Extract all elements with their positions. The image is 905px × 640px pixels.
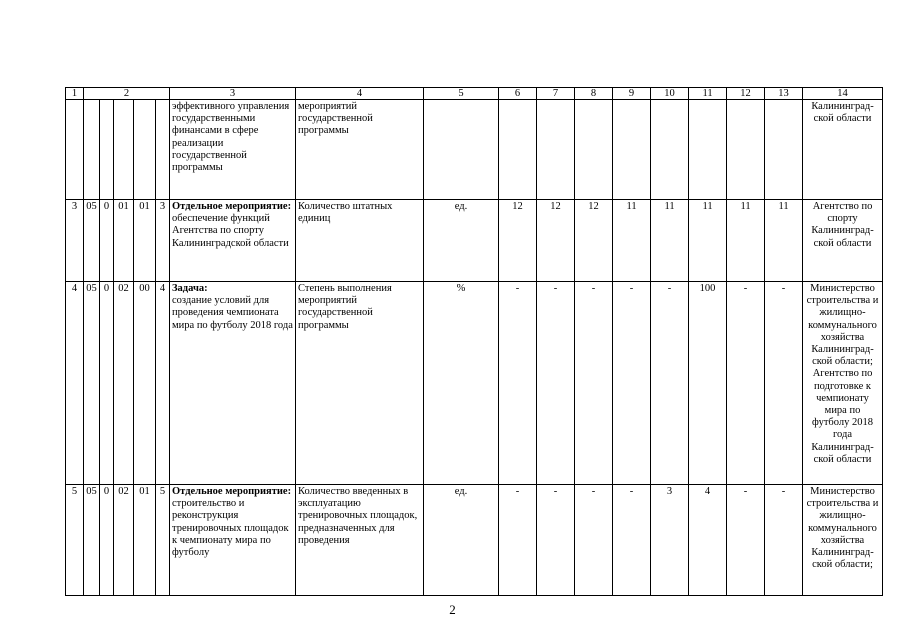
header-col-12: 12 [727,88,765,100]
name-heading: Отдельное мероприятие: [172,486,292,497]
name-text: эффективного управления государственными финансами в сфере реализации государственной программы [172,101,290,174]
value-cell: - [499,485,537,596]
header-col-8: 8 [575,88,613,100]
value-cell: 11 [613,200,651,282]
value-cell: - [537,282,575,485]
code-cell: 01 [134,200,156,282]
code-cell: 02 [114,485,134,596]
header-col-2: 2 [84,88,170,100]
value-cell: 12 [499,200,537,282]
name-cell [170,485,296,596]
header-col-4: 4 [296,88,424,100]
code-cell: 0 [100,200,114,282]
code-cell: 00 [134,282,156,485]
header-col-10: 10 [651,88,689,100]
value-cell [613,100,651,200]
value-cell: 11 [689,200,727,282]
value-cell: - [727,282,765,485]
responsible-cell: Агентство по спорту Калининград-ской области [803,200,883,282]
header-col-13: 13 [765,88,803,100]
indicator-cell: Количество введенных в эксплуатацию тренировочных площадок, предназначенных для проведения [296,485,424,596]
header-col-9: 9 [613,88,651,100]
code-cell [100,100,114,200]
table-row [66,100,883,200]
program-table [65,87,883,596]
value-cell [765,100,803,200]
row-number: 4 [66,282,84,485]
code-cell: 05 [84,485,100,596]
code-cell: 0 [100,282,114,485]
value-cell: 4 [689,485,727,596]
value-cell: 100 [689,282,727,485]
value-cell: - [499,282,537,485]
value-cell: 11 [651,200,689,282]
header-col-5: 5 [424,88,499,100]
name-cell [170,282,296,485]
code-cell: 3 [156,200,170,282]
row-number: 3 [66,200,84,282]
code-cell: 4 [156,282,170,485]
value-cell: - [765,485,803,596]
value-cell [499,100,537,200]
value-cell: 12 [537,200,575,282]
name-text: строительство и реконструкция тренировочных площадок к чемпионату мира по футболу [172,498,289,559]
value-cell: 11 [727,200,765,282]
unit-cell: % [424,282,499,485]
value-cell: - [613,282,651,485]
name-cell [170,200,296,282]
table-row [66,200,883,282]
header-col-6: 6 [499,88,537,100]
page-number: 2 [449,602,456,617]
code-cell [134,100,156,200]
code-cell: 05 [84,282,100,485]
code-cell [84,100,100,200]
value-cell: - [651,282,689,485]
value-cell: - [575,485,613,596]
value-cell [575,100,613,200]
header-col-7: 7 [537,88,575,100]
header-col-3: 3 [170,88,296,100]
value-cell [727,100,765,200]
code-cell: 01 [114,200,134,282]
indicator-cell: Количество штатных единиц [296,200,424,282]
table-row [66,282,883,485]
name-heading: Отдельное мероприятие: [172,201,292,212]
unit-cell [424,100,499,200]
responsible-cell: Министерство строительства и жилищно-коммунального хозяйства Калининград-ской области; [803,485,883,596]
code-cell: 02 [114,282,134,485]
header-col-14: 14 [803,88,883,100]
unit-cell: ед. [424,200,499,282]
value-cell: - [727,485,765,596]
name-cell [170,100,296,200]
value-cell: - [765,282,803,485]
code-cell: 5 [156,485,170,596]
name-heading: Задача: [172,283,208,294]
value-cell: 3 [651,485,689,596]
code-cell: 05 [84,200,100,282]
value-cell: - [537,485,575,596]
header-col-1: 1 [66,88,84,100]
name-text: обеспечение функций Агентства по спорту Калининградской области [172,213,289,249]
value-cell: 12 [575,200,613,282]
row-number [66,100,84,200]
value-cell [651,100,689,200]
row-number: 5 [66,485,84,596]
unit-cell: ед. [424,485,499,596]
header-col-11: 11 [689,88,727,100]
indicator-cell: Степень выполнения мероприятий государственной программы [296,282,424,485]
header-row [66,88,883,100]
value-cell [537,100,575,200]
value-cell: 11 [765,200,803,282]
indicator-cell: мероприятий государственной программы [296,100,424,200]
name-text: создание условий для проведения чемпионата мира по футболу 2018 года [172,295,293,331]
code-cell [156,100,170,200]
table-row [66,485,883,596]
value-cell [689,100,727,200]
value-cell: - [575,282,613,485]
value-cell: - [613,485,651,596]
code-cell: 01 [134,485,156,596]
code-cell: 0 [100,485,114,596]
code-cell [114,100,134,200]
responsible-cell: Калининград-ской области [803,100,883,200]
responsible-cell: Министерство строительства и жилищно-коммунального хозяйства Калининград-ской области; Агентство по подготовке к чемпионату мира по футболу 2018 года Калининград-ской области [803,282,883,485]
